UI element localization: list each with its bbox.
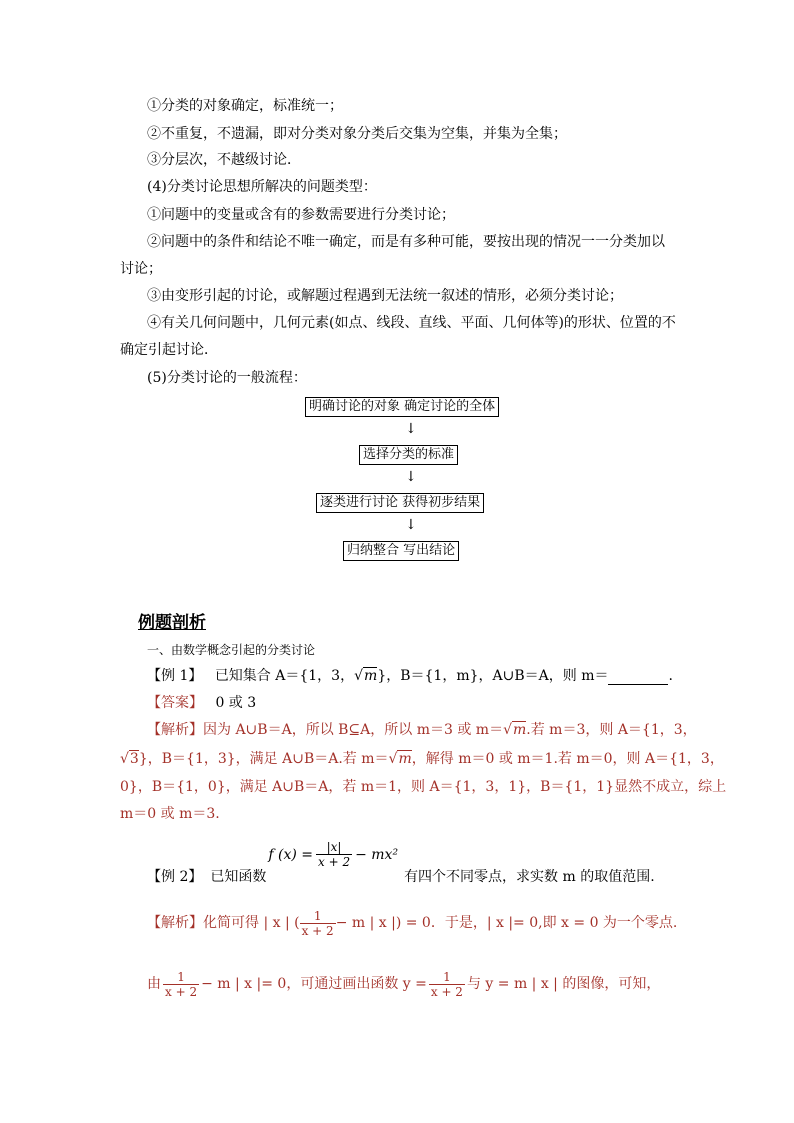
example-1-end: . [668, 668, 673, 684]
sqrt-m: m [398, 751, 412, 767]
problem-type-4b: 确定引起讨论． [120, 342, 218, 358]
problem-type-1: ①问题中的变量或含有的参数需要进行分类讨论； [147, 207, 455, 223]
solution-line-2-b: ，解得 m＝0 或 m＝1.若 m＝0，则 A＝{1，3， [411, 751, 724, 767]
fraction-denominator: x + 2 [301, 923, 334, 938]
fraction-numerator: 1 [429, 970, 465, 985]
solution-line-1 [147, 721, 697, 739]
fraction-numerator: 1 [300, 909, 336, 924]
solution-2b-text-c: 与 y = m | x | 的图像，可知， [466, 976, 661, 992]
solution-line-3: 0}，B＝{1，0}，满足 A∪B＝A，若 m＝1，则 A＝{1，3，1}，B＝{1，1}显然不成立，综上 [120, 779, 727, 795]
fraction-numerator: 1 [163, 970, 199, 985]
function-formula [268, 840, 398, 869]
flow-arrow-3: ↓ [405, 517, 417, 533]
flow-step-3: 逐类进行讨论 获得初步结果 [316, 493, 484, 513]
sqrt-symbol: √ [388, 751, 398, 767]
solution-tag: 【解析】 [147, 722, 203, 738]
solution-line-1-a: 因为 A∪B＝A，所以 B⊆A，所以 m＝3 或 m＝ [203, 722, 504, 738]
solution-2b-text-b: − m | x |= 0，可通过画出函数 y = [201, 976, 427, 992]
answer-tag: 【答案】 [147, 695, 203, 711]
fraction-denominator: x + 2 [430, 984, 463, 999]
sqrt-3: 3 [129, 751, 139, 767]
formula-numerator: |x| [316, 840, 352, 855]
example-2-solution-2 [147, 966, 660, 1002]
solution-line-2 [120, 750, 724, 768]
subsection-title: 一、由数学概念引起的分类讨论 [147, 643, 316, 657]
problem-type-3: ③由变形引起的讨论，或解题过程遇到无法统一叙述的情形，必须分类讨论； [147, 288, 623, 304]
solution-2-text-a: 化简可得 | x | ( [203, 915, 300, 931]
example-1-text-b: }，B＝{1，m}，A∪B＝A，则 m＝ [377, 668, 609, 684]
formula-denominator: x + 2 [318, 855, 351, 869]
solution-2-fraction [300, 909, 336, 938]
solution-tag-2: 【解析】 [147, 915, 203, 931]
example-1-answer [147, 694, 256, 712]
solution-2b-fraction-2 [429, 970, 465, 999]
example-2-text-a: 已知函数 [210, 869, 267, 885]
formula-fraction [316, 840, 352, 869]
problem-type-2a: ②问题中的条件和结论不唯一确定，而是有多种可能，要按出现的情况一一分类加以 [147, 234, 665, 250]
answer-value: 0 或 3 [215, 695, 257, 711]
flow-arrow-2: ↓ [405, 469, 417, 485]
sqrt-m: m [364, 668, 378, 684]
problem-type-2b: 讨论； [120, 261, 162, 277]
solution-line-1-b: .若 m＝3，则 A＝{1，3， [526, 722, 697, 738]
heading-4: (4)分类讨论思想所解决的问题类型： [147, 179, 377, 195]
formula-lhs: f (x) = [268, 846, 313, 863]
principle-1: ①分类的对象确定，标准统一； [147, 98, 343, 114]
principle-3: ③分层次，不越级讨论． [147, 152, 301, 168]
solution-2-text-b: − m | x |) = 0．于是，| x |= 0,即 x = 0 为一个零点. [335, 915, 678, 931]
example-1-tag: 【例 1】 [147, 668, 203, 684]
answer-blank [608, 670, 668, 685]
flow-arrow-1: ↓ [405, 421, 417, 437]
flow-step-1: 明确讨论的对象 确定讨论的全体 [305, 397, 499, 417]
section-title: 例题剖析 [138, 613, 206, 633]
flow-step-2: 选择分类的标准 [359, 445, 458, 465]
example-2-question [147, 840, 655, 889]
principle-2: ②不重复，不遗漏，即对分类对象分类后交集为空集，并集为全集； [147, 126, 567, 142]
example-2-tag: 【例 2】 [147, 869, 203, 885]
solution-line-4: m＝0 或 m＝3. [120, 806, 220, 822]
example-2-solution-1 [147, 905, 677, 941]
sqrt-symbol: √ [354, 668, 364, 684]
sqrt-m: m [513, 722, 527, 738]
solution-2b-text-a: 由 [147, 976, 161, 992]
solution-line-2-a: }，B＝{1，3}，满足 A∪B＝A.若 m＝ [138, 751, 389, 767]
solution-2b-fraction-1 [163, 970, 199, 999]
formula-tail: − mx² [355, 846, 399, 863]
example-2-text-b: 有四个不同零点，求实数 m 的取值范围. [404, 869, 655, 885]
problem-type-4a: ④有关几何问题中，几何元素(如点、线段、直线、平面、几何体等)的形状、位置的不 [147, 315, 676, 331]
sqrt-symbol: √ [120, 751, 129, 767]
heading-5: (5)分类讨论的一般流程： [147, 370, 307, 386]
sqrt-symbol: √ [503, 722, 512, 738]
example-1-question [147, 667, 673, 685]
fraction-denominator: x + 2 [165, 984, 198, 999]
flow-step-4: 归纳整合 写出结论 [343, 541, 459, 561]
example-1-text-a: 已知集合 A＝{1，3， [214, 668, 355, 684]
